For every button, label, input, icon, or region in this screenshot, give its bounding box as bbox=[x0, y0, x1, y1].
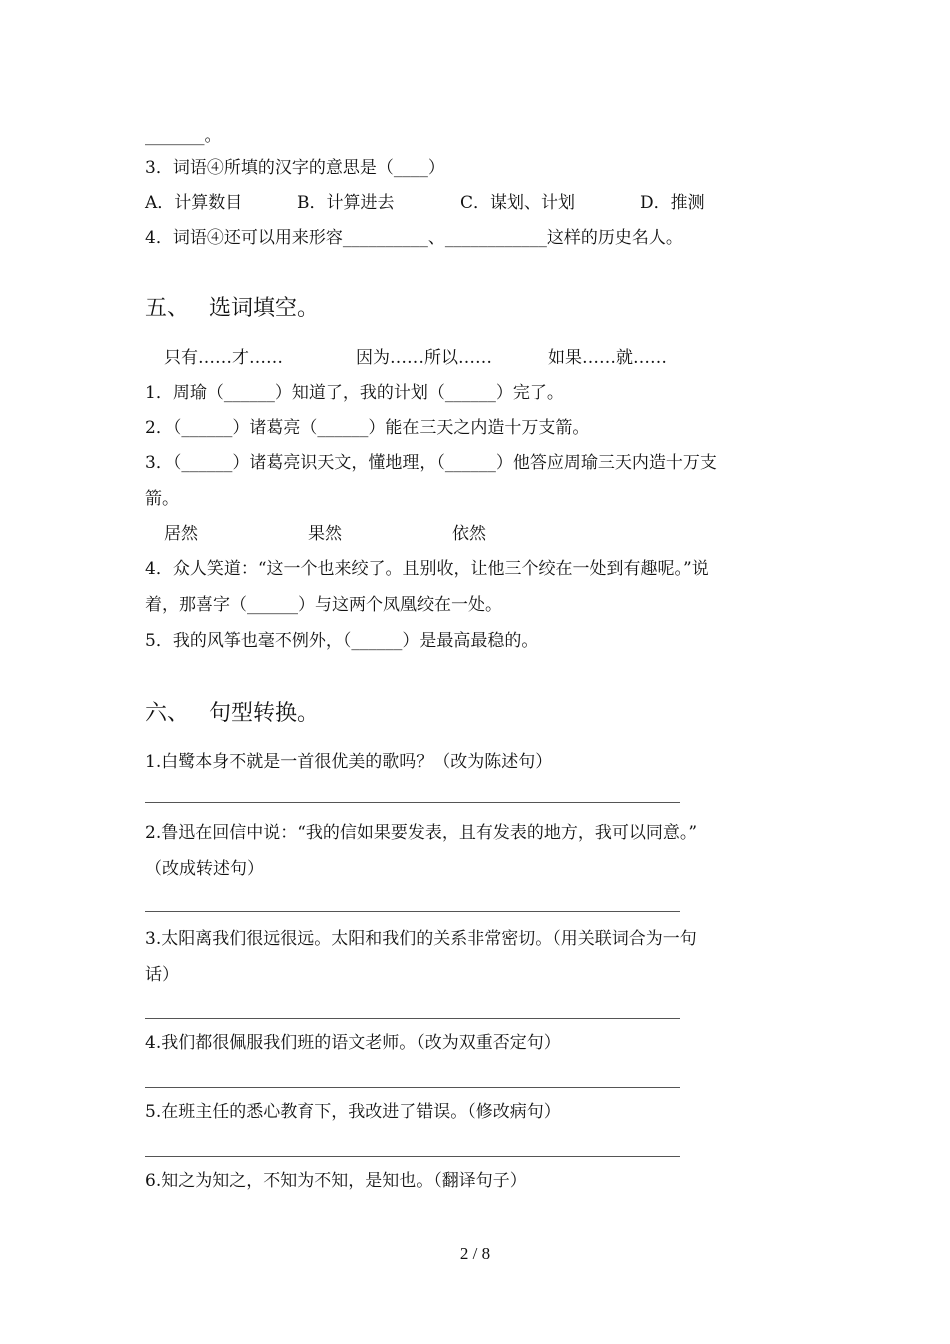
question-6-1: 1.白鹭本身不就是一首很优美的歌吗？（改为陈述句） bbox=[145, 752, 553, 772]
question-6-2-cont: （改成转述句） bbox=[145, 859, 264, 879]
word-option: 因为……所以…… bbox=[356, 348, 492, 368]
section-5-heading bbox=[145, 295, 319, 323]
question-4-4: 4．词语④还可以用来形容__________、____________这样的历史名人。 bbox=[145, 228, 683, 248]
word-option: 居然 bbox=[164, 524, 198, 544]
question-4-3: 3．词语④所填的汉字的意思是（____） bbox=[145, 158, 445, 178]
section-5-title: 选词填空。 bbox=[209, 296, 320, 321]
answer-line bbox=[145, 1087, 680, 1088]
question-5-4-cont: 着，那喜字（______）与这两个凤凰绞在一处。 bbox=[145, 595, 502, 615]
section-5-number: 五、 bbox=[145, 296, 190, 321]
word-option: 果然 bbox=[308, 524, 342, 544]
section-6-number: 六、 bbox=[145, 701, 190, 726]
page-number: 2 / 8 bbox=[459, 1244, 491, 1263]
option-d: D．推测 bbox=[640, 193, 705, 213]
word-option: 只有……才…… bbox=[164, 348, 283, 368]
answer-line bbox=[145, 1156, 680, 1157]
question-5-5: 5．我的风筝也毫不例外，（______）是最高最稳的。 bbox=[145, 631, 539, 651]
question-6-3: 3.太阳离我们很远很远。太阳和我们的关系非常密切。（用关联词合为一句 bbox=[145, 929, 697, 949]
word-option: 依然 bbox=[452, 524, 486, 544]
answer-line bbox=[145, 911, 680, 912]
option-a: A．计算数目 bbox=[145, 193, 243, 213]
option-c: C．谋划、计划 bbox=[460, 193, 576, 213]
option-b: B．计算进去 bbox=[297, 193, 395, 213]
answer-line bbox=[145, 802, 680, 803]
section-6-heading bbox=[145, 700, 319, 728]
word-option: 如果……就…… bbox=[548, 348, 667, 368]
question-6-6: 6.知之为知之，不知为不知，是知也。（翻译句子） bbox=[145, 1171, 527, 1191]
section-6-title: 句型转换。 bbox=[209, 701, 320, 726]
question-6-3-cont: 话） bbox=[145, 965, 179, 985]
question-5-4: 4．众人笑道：“这一个也来绞了。且别收，让他三个绞在一处到有趣呢。”说 bbox=[145, 559, 709, 579]
q2-answer-tail: _______。 bbox=[145, 126, 222, 146]
question-6-4: 4.我们都很佩服我们班的语文老师。（改为双重否定句） bbox=[145, 1033, 561, 1053]
question-5-3: 3．（______）诸葛亮识天文，懂地理，（______）他答应周瑜三天内造十万支 bbox=[145, 453, 717, 473]
answer-line bbox=[145, 1018, 680, 1019]
question-6-2: 2.鲁迅在回信中说：“我的信如果要发表，且有发表的地方，我可以同意。” bbox=[145, 823, 698, 843]
question-6-5: 5.在班主任的悉心教育下，我改进了错误。（修改病句） bbox=[145, 1102, 561, 1122]
question-5-2: 2．（______）诸葛亮（______）能在三天之内造十万支箭。 bbox=[145, 418, 590, 438]
question-5-1: 1．周瑜（______）知道了，我的计划（______）完了。 bbox=[145, 383, 564, 403]
question-5-3-cont: 箭。 bbox=[145, 489, 179, 509]
